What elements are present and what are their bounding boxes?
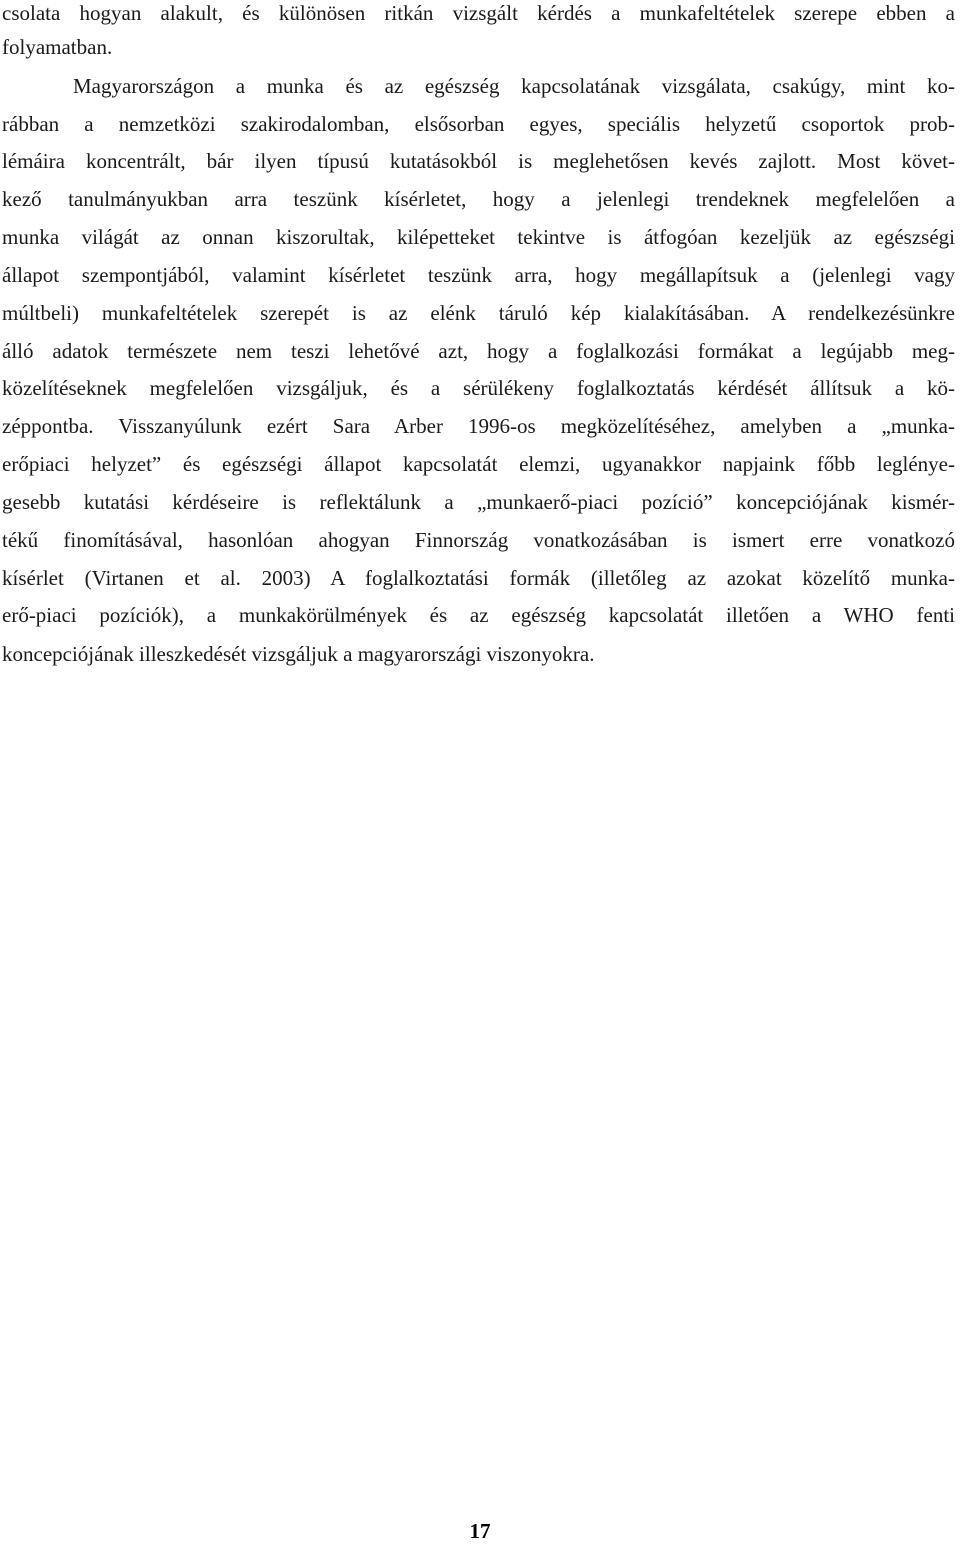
text-line-18: koncepciójának illeszkedését vizsgáljuk a magyarországi viszonyokra. <box>2 642 595 666</box>
text-line-14: gesebb kutatási kérdéseire is reflektálunk a „munkaerő-piaci pozíció” koncepciójának kismér- <box>2 490 955 514</box>
text-line-13: erőpiaci helyzet” és egészségi állapot kapcsolatát elemzi, ugyanakkor napjaink főbb leglénye- <box>2 452 955 476</box>
text-line-5: lémáira koncentrált, bár ilyen típusú kutatásokból is meglehetősen kevés zajlott. Most követ- <box>2 149 955 173</box>
page-number: 17 <box>469 1519 491 1543</box>
text-line-4: rábban a nemzetközi szakirodalomban, elsősorban egyes, speciális helyzetű csoportok prob- <box>2 112 955 136</box>
text-line-15: tékű finomításával, hasonlóan ahogyan Finnország vonatkozásában is ismert erre vonatkozó <box>2 528 955 552</box>
text-line-3: Magyarországon a munka és az egészség kapcsolatának vizsgálata, csakúgy, mint ko- <box>73 74 955 98</box>
text-line-7: munka világát az onnan kiszorultak, kilépetteket tekintve is átfogóan kezeljük az egészségi <box>2 225 955 249</box>
text-line-9: múltbeli) munkafeltételek szerepét is az elénk táruló kép kialakításában. A rendelkezésünkre <box>2 301 955 325</box>
text-line-10: álló adatok természete nem teszi lehetővé azt, hogy a foglalkozási formákat a legújabb meg- <box>2 339 955 363</box>
text-line-11: közelítéseknek megfelelően vizsgáljuk, és a sérülékeny foglalkoztatás kérdését állítsuk a kö- <box>2 376 955 400</box>
text-line-6: kező tanulmányukban arra teszünk kísérletet, hogy a jelenlegi trendeknek megfelelően a <box>2 187 955 211</box>
text-line-16: kísérlet (Virtanen et al. 2003) A foglalkoztatási formák (illetőleg az azokat közelítő munka- <box>2 566 955 590</box>
text-line-12: zéppontba. Visszanyúlunk ezért Sara Arber 1996-os megközelítéséhez, amelyben a „munka- <box>2 414 955 438</box>
text-line-17: erő-piaci pozíciók), a munkakörülmények és az egészség kapcsolatát illetően a WHO fenti <box>2 603 955 627</box>
text-line-8: állapot szempontjából, valamint kísérletet teszünk arra, hogy megállapítsuk a (jelenlegi vagy <box>2 263 955 287</box>
text-line-1: csolata hogyan alakult, és különösen ritkán vizsgált kérdés a munkafeltételek szerepe ebben a <box>2 1 955 25</box>
text-line-2: folyamatban. <box>2 35 113 59</box>
